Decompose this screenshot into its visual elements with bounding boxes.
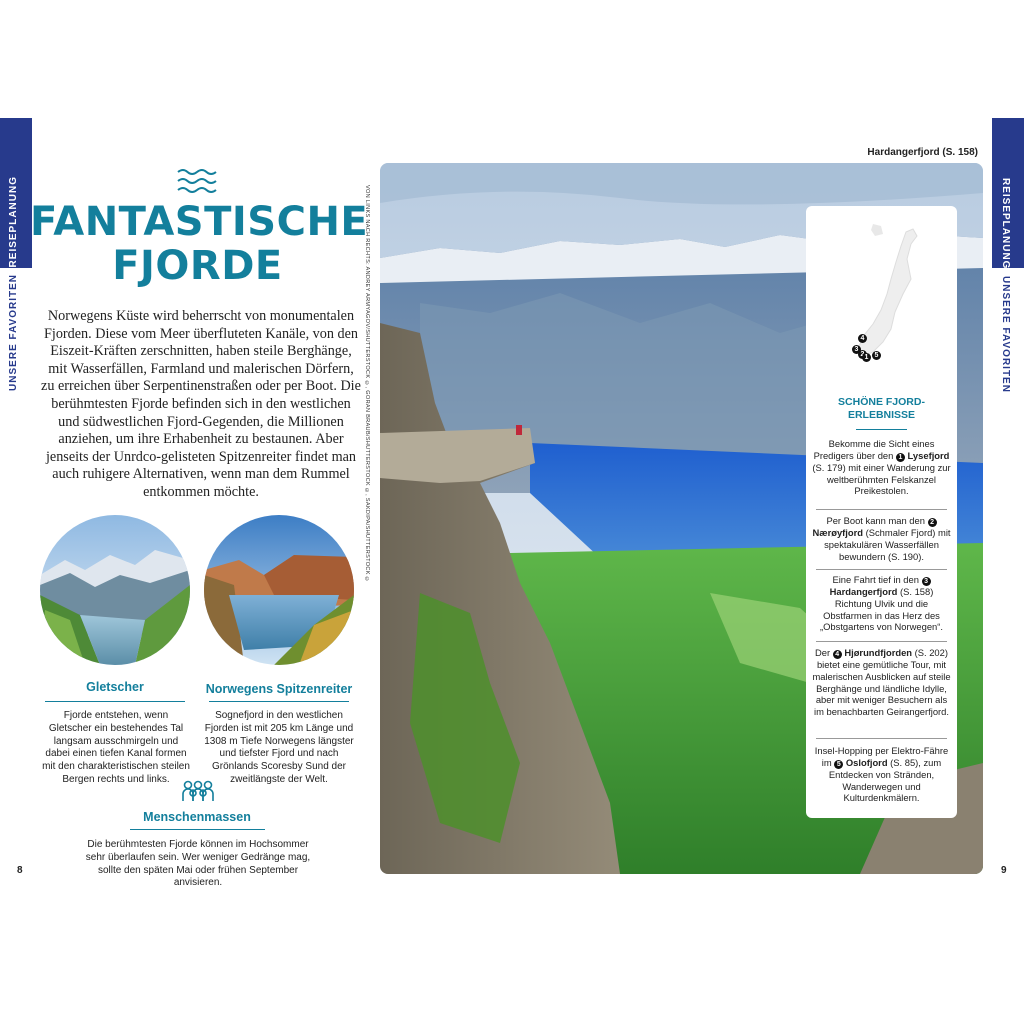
sognefjord-photo <box>204 515 354 665</box>
panel-divider <box>816 641 947 642</box>
panel-title <box>806 396 957 422</box>
waves-icon <box>176 167 218 195</box>
panel-title-line2: ERLEBNISSE <box>847 409 916 421</box>
spitzenreiter-title: Norwegens Spitzenreiter <box>205 682 353 696</box>
photo-credit: VON LINKS NACH RECHTS: ANDREY ARMYAGOV/SHUTTERSTOCK ©, GORAN BRAUB/SHUTTERSTOCK ©, SAKDIPA/SHUTTERSTOCK © <box>364 185 370 583</box>
page-title-line1: FANTASTISCHE <box>30 199 369 245</box>
map-marker-3: 3 <box>852 345 861 354</box>
page-title-line2: FJORDE <box>112 243 283 289</box>
panel-item: Der 4 Hjørundfjorden (S. 202) bietet eine gemütliche Tour, mit malerischen Ausblicken auf steile Berghänge und ländliche Idylle, aber mit weniger Besuchern als im benachbarten Geirangerfjord. <box>812 647 951 718</box>
panel-item: Eine Fahrt tief in den 3 Hardangerfjord (S. 158) Richtung Ulvik und die Obstfarmen in das Herz des „Obstgartens von Norwegen“. <box>820 574 943 633</box>
intro-paragraph: Norwegens Küste wird beherrscht von monumentalen Fjorden. Diese vom Meer überfluteten Kanäle, von den Eiszeit-Kräften zerschnitten, haben steile Berghänge, mit Wasserfällen, Farmland und malerischen Dörfern, zu erreichen über Serpentinenstraßen oder per Boot. Die berühmtesten Fjorde befinden sich in den westlichen und südwestlichen Fjord-Gegenden, die Millionen anziehen, um ihre Erhabenheit zu bestaunen. Aber jenseits der Unrdco-gelisteten Spitzenreiter findet man auch ruhigere Alternativen, wenn man dem Rummel entkommen möchte. <box>41 308 361 500</box>
fjord-highlights-panel <box>806 206 957 818</box>
panel-item: Bekomme die Sicht eines Predigers über den 1 Lysefjord (S. 179) mit einer Wanderung zur weltberühmten Felskanzel Preikestolen. <box>812 438 951 497</box>
gletscher-text: Fjorde entstehen, wenn Gletscher ein bestehendes Tal langsam ausschmirgeln und dabei einen tiefen Kanal formen mit den charakteristischen steilen Bergen rechts und links. <box>42 710 190 785</box>
map-marker-1: 1 <box>862 353 871 362</box>
glacier-fjord-photo <box>40 515 190 665</box>
panel-item: Per Boot kann man den 2 Nærøyfjord (Schmaler Fjord) mit spektakulären Wasserfällen bewundern (S. 190). <box>812 515 951 562</box>
page-number-left: 8 <box>17 865 23 876</box>
section-tab-label-right: REISEPLANUNG <box>1000 178 1011 270</box>
gletscher-title: Gletscher <box>86 680 144 694</box>
menschenmassen-text: Die berühmtesten Fjorde können im Hochsommer sehr überlaufen sein. Wer weniger Gedränge mag, sollte den späten Mai oder frühen September anvisieren. <box>85 839 311 889</box>
panel-title-divider <box>856 429 907 430</box>
panel-divider <box>816 509 947 510</box>
panel-divider <box>816 569 947 570</box>
crowd-icon <box>180 779 216 807</box>
page-title <box>30 199 369 289</box>
panel-title-line1: SCHÖNE FJORD- <box>838 396 925 408</box>
subsection-label-left: UNSERE FAVORITEN <box>8 274 19 391</box>
spitzenreiter-divider <box>209 701 349 702</box>
panel-divider <box>816 738 947 739</box>
page-number-right: 9 <box>1001 865 1007 876</box>
section-tab-label-left: REISEPLANUNG <box>8 176 19 268</box>
gletscher-divider <box>45 701 185 702</box>
spitzenreiter-text: Sognefjord in den westlichen Fjorden ist mit 205 km Länge und 1308 m Tiefe Norwegens längster und tiefster Fjord und nach Grönlands Scoresby Sund der zweitlängste der Welt. <box>204 710 354 785</box>
map-marker-4: 4 <box>858 334 867 343</box>
menschenmassen-divider <box>130 829 265 830</box>
panel-item: Insel-Hopping per Elektro-Fähre im 5 Oslofjord (S. 85), zum Entdecken von Stränden, Wanderwegen und Kulturdenkmälern. <box>814 745 949 804</box>
menschenmassen-title: Menschenmassen <box>143 810 251 824</box>
photo-caption: Hardangerfjord (S. 158) <box>867 147 978 158</box>
map-marker-5: 5 <box>872 351 881 360</box>
subsection-label-right: UNSERE FAVORITEN <box>1000 276 1011 393</box>
